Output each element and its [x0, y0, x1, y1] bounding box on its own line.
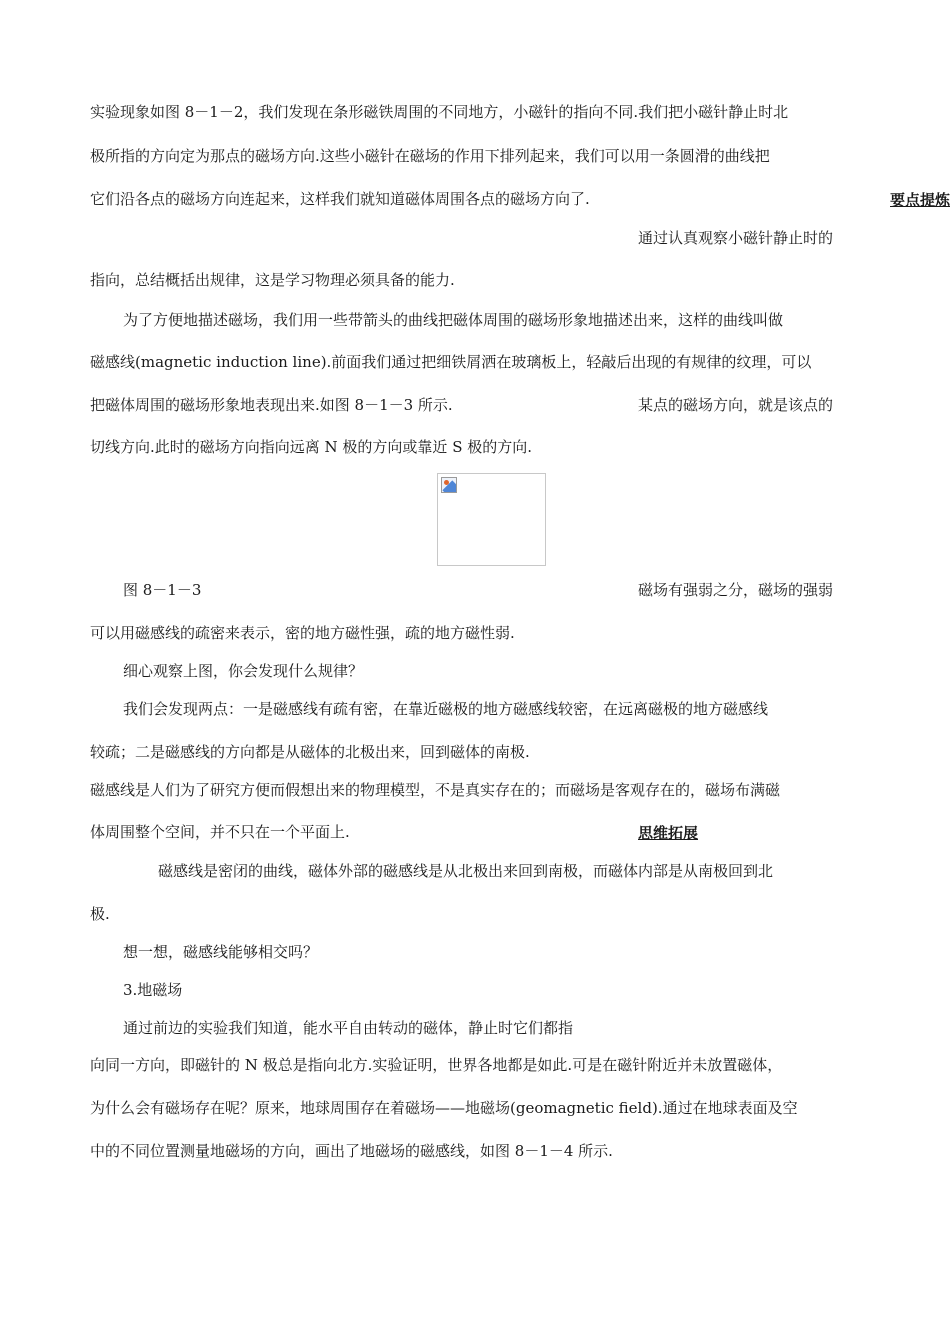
paragraph-line: 磁感线是密闭的曲线，磁体外部的磁感线是从北极出来回到南极，而磁体内部是从南极回到北 — [158, 862, 774, 880]
paragraph-line: 为了方便地描述磁场，我们用一些带箭头的曲线把磁体周围的磁场形象地描述出来，这样的曲线叫做 — [123, 311, 784, 329]
side-heading-thinking-extension: 思维拓展 — [638, 824, 699, 842]
broken-image-icon — [441, 477, 457, 493]
paragraph-line: 极所指的方向定为那点的磁场方向.这些小磁针在磁场的作用下排列起来，我们可以用一条圆滑的曲线把 — [90, 147, 770, 165]
paragraph-line: 极. — [90, 905, 110, 923]
side-note-line: 通过认真观察小磁针静止时的 — [638, 229, 834, 247]
paragraph-line: 通过前边的实验我们知道，能水平自由转动的磁体，静止时它们都指 — [123, 1019, 574, 1037]
paragraph-line: 实验现象如图 8－1－2，我们发现在条形磁铁周围的不同地方，小磁针的指向不同.我们把小磁针静止时北 — [90, 103, 789, 121]
paragraph-line: 切线方向.此时的磁场方向指向远离 N 极的方向或靠近 S 极的方向. — [90, 438, 533, 456]
paragraph-line: 中的不同位置测量地磁场的方向，画出了地磁场的磁感线，如图 8－1－4 所示. — [90, 1142, 613, 1160]
paragraph-line: 较疏；二是磁感线的方向都是从磁体的北极出来，回到磁体的南极. — [90, 743, 530, 761]
paragraph-line: 想一想，磁感线能够相交吗？ — [123, 943, 319, 961]
paragraph-line: 体周围整个空间，并不只在一个平面上. — [90, 823, 350, 841]
side-heading-key-points: 要点提炼 — [890, 191, 950, 209]
paragraph-line: 细心观察上图，你会发现什么规律？ — [123, 662, 364, 680]
section-heading: 3.地磁场 — [123, 981, 183, 999]
figure-8-1-3-image — [437, 473, 546, 566]
paragraph-line: 为什么会有磁场存在呢？原来，地球周围存在着磁场——地磁场(geomagnetic field).通过在地球表面及空 — [90, 1099, 798, 1117]
paragraph-line: 把磁体周围的磁场形象地表现出来.如图 8－1－3 所示. — [90, 396, 453, 414]
paragraph-line: 它们沿各点的磁场方向连起来，这样我们就知道磁体周围各点的磁场方向了. — [90, 190, 590, 208]
side-note-line: 磁场有强弱之分，磁场的强弱 — [638, 581, 834, 599]
paragraph-line: 指向，总结概括出规律，这是学习物理必须具备的能力. — [90, 271, 455, 289]
paragraph-line: 向同一方向，即磁针的 N 极总是指向北方.实验证明，世界各地都是如此.可是在磁针附近并未放置磁体， — [90, 1056, 783, 1074]
figure-caption: 图 8－1－3 — [123, 581, 202, 599]
paragraph-line: 我们会发现两点：一是磁感线有疏有密，在靠近磁极的地方磁感线较密，在远离磁极的地方磁感线 — [123, 700, 769, 718]
paragraph-line: 可以用磁感线的疏密来表示，密的地方磁性强，疏的地方磁性弱. — [90, 624, 515, 642]
paragraph-line: 磁感线(magnetic induction line).前面我们通过把细铁屑洒在玻璃板上，轻敲后出现的有规律的纹理，可以 — [90, 353, 812, 371]
side-note-line: 某点的磁场方向，就是该点的 — [638, 396, 834, 414]
paragraph-line: 磁感线是人们为了研究方便而假想出来的物理模型，不是真实存在的；而磁场是客观存在的，磁场布满磁 — [90, 781, 781, 799]
